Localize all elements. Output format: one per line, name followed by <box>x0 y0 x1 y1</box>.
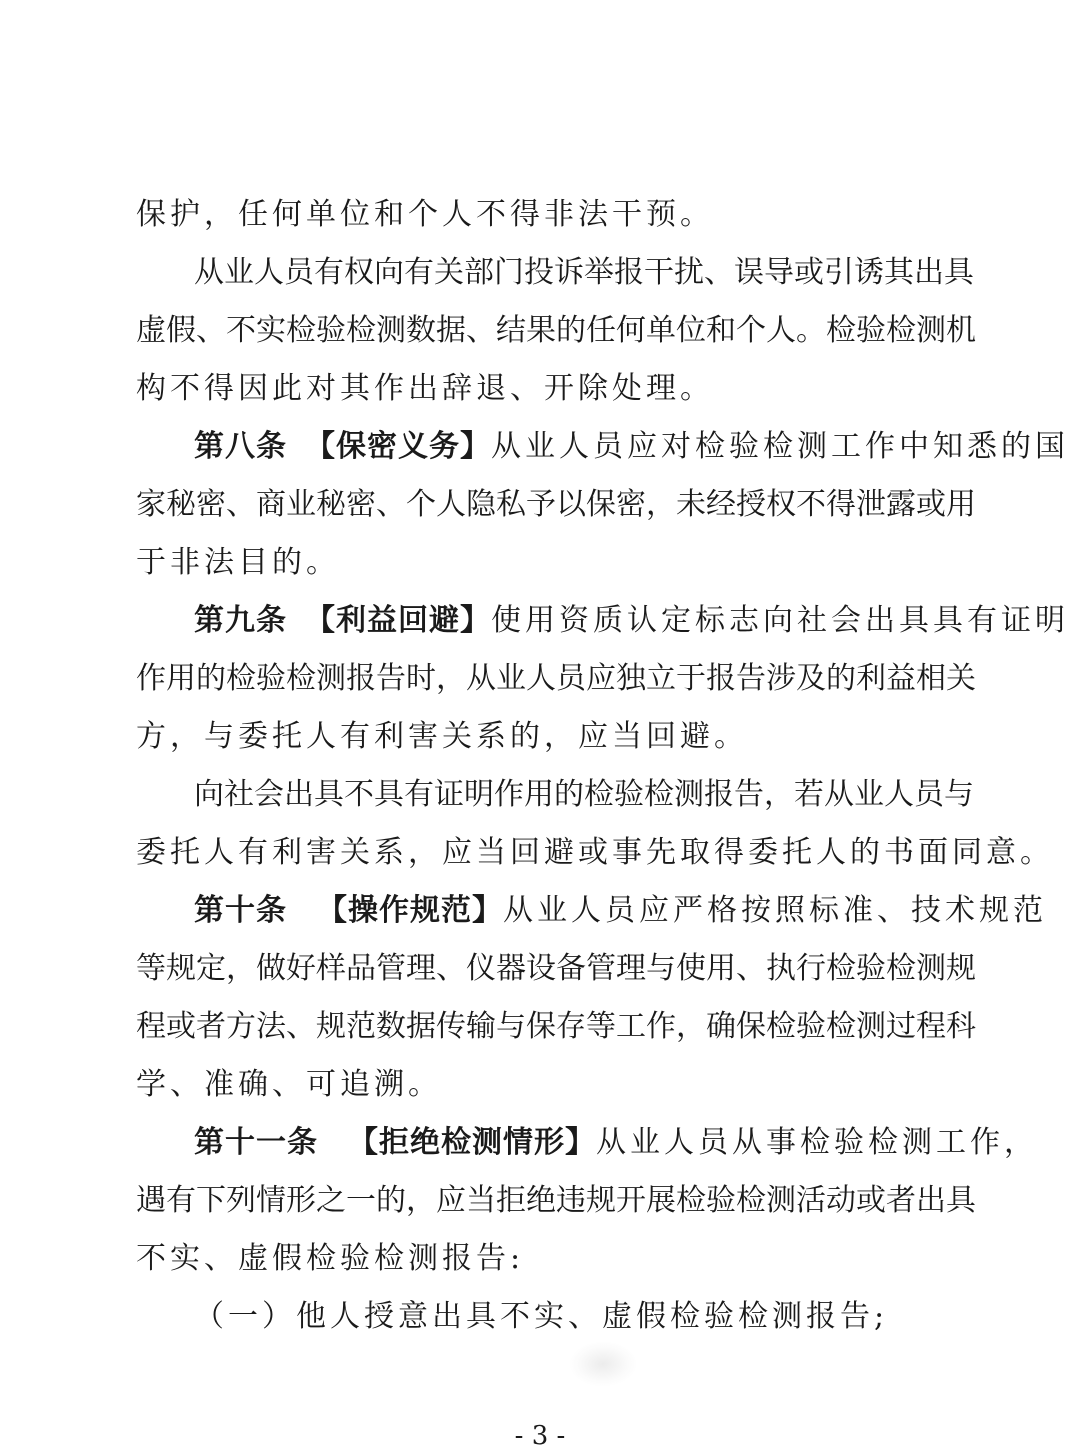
list-item <box>194 1292 888 1342</box>
text-span: 保护，任何单位和个人不得非法干预。 <box>136 197 714 232</box>
text-span: 方，与委托人有利害关系的，应当回避。 <box>136 719 748 754</box>
article-heading: 第九条 <box>194 603 287 638</box>
text-span: 使用资质认定标志向社会出具具有证明 <box>491 603 1069 638</box>
paragraph-line <box>136 654 976 704</box>
article-heading: 第十一条 <box>194 1125 318 1160</box>
text-span: 等规定，做好样品管理、仪器设备管理与使用、执行检验检测规 <box>136 951 976 986</box>
scan-smudge <box>570 1342 636 1386</box>
text-span: 遇有下列情形之一的，应当拒绝违规开展检验检测活动或者出具 <box>136 1183 976 1218</box>
text-span: 虚假、不实检验检测数据、结果的任何单位和个人。检验检测机 <box>136 313 976 348</box>
paragraph-line <box>136 828 1054 878</box>
paragraph-line <box>136 712 748 762</box>
paragraph-line <box>136 1002 976 1052</box>
article-title: 【拒绝检测情形】 <box>348 1125 596 1160</box>
article-11-line-1 <box>194 1118 1038 1168</box>
text-span: 于非法目的。 <box>136 545 340 580</box>
article-heading: 第八条 <box>194 429 287 464</box>
article-9-line-1 <box>194 596 1069 646</box>
paragraph-line <box>136 306 976 356</box>
paragraph-line <box>136 190 714 240</box>
article-10-line-1 <box>194 886 1047 936</box>
paragraph-line <box>136 538 340 588</box>
text-span: 不实、虚假检验检测报告: <box>136 1241 525 1276</box>
article-heading: 第十条 <box>194 893 287 928</box>
text-span: 家秘密、商业秘密、个人隐私予以保密，未经授权不得泄露或用 <box>136 487 976 522</box>
text-span: 构不得因此对其作出辞退、开除处理。 <box>136 371 714 406</box>
text-span: 程或者方法、规范数据传输与保存等工作，确保检验检测过程科 <box>136 1009 976 1044</box>
text-span: 向社会出具不具有证明作用的检验检测报告，若从业人员与 <box>194 777 974 812</box>
paragraph-line <box>194 770 974 820</box>
text-span: 从业人员应严格按照标准、技术规范 <box>503 893 1047 928</box>
text-span: 学、准确、可追溯。 <box>136 1067 442 1102</box>
page-number: - 3 - <box>514 1421 566 1451</box>
paragraph-line <box>136 1176 976 1226</box>
text-span: 委托人有利害关系，应当回避或事先取得委托人的书面同意。 <box>136 835 1054 870</box>
text-span: （一）他人授意出具不实、虚假检验检测报告; <box>194 1299 889 1334</box>
text-span: 从业人员应对检验检测工作中知悉的国 <box>491 429 1069 464</box>
article-title: 【操作规范】 <box>317 893 503 928</box>
article-title: 【利益回避】 <box>305 603 491 638</box>
paragraph-line <box>136 1234 524 1284</box>
paragraph-line <box>136 364 714 414</box>
paragraph-line <box>136 944 976 994</box>
article-title: 【保密义务】 <box>305 429 491 464</box>
paragraph-line <box>194 248 974 298</box>
article-8-line-1 <box>194 422 1069 472</box>
paragraph-line <box>136 480 976 530</box>
text-span: 从业人员从事检验检测工作， <box>596 1125 1038 1160</box>
text-span: 从业人员有权向有关部门投诉举报干扰、误导或引诱其出具 <box>194 255 974 290</box>
paragraph-line <box>136 1060 442 1110</box>
text-span: 作用的检验检测报告时，从业人员应独立于报告涉及的利益相关 <box>136 661 976 696</box>
